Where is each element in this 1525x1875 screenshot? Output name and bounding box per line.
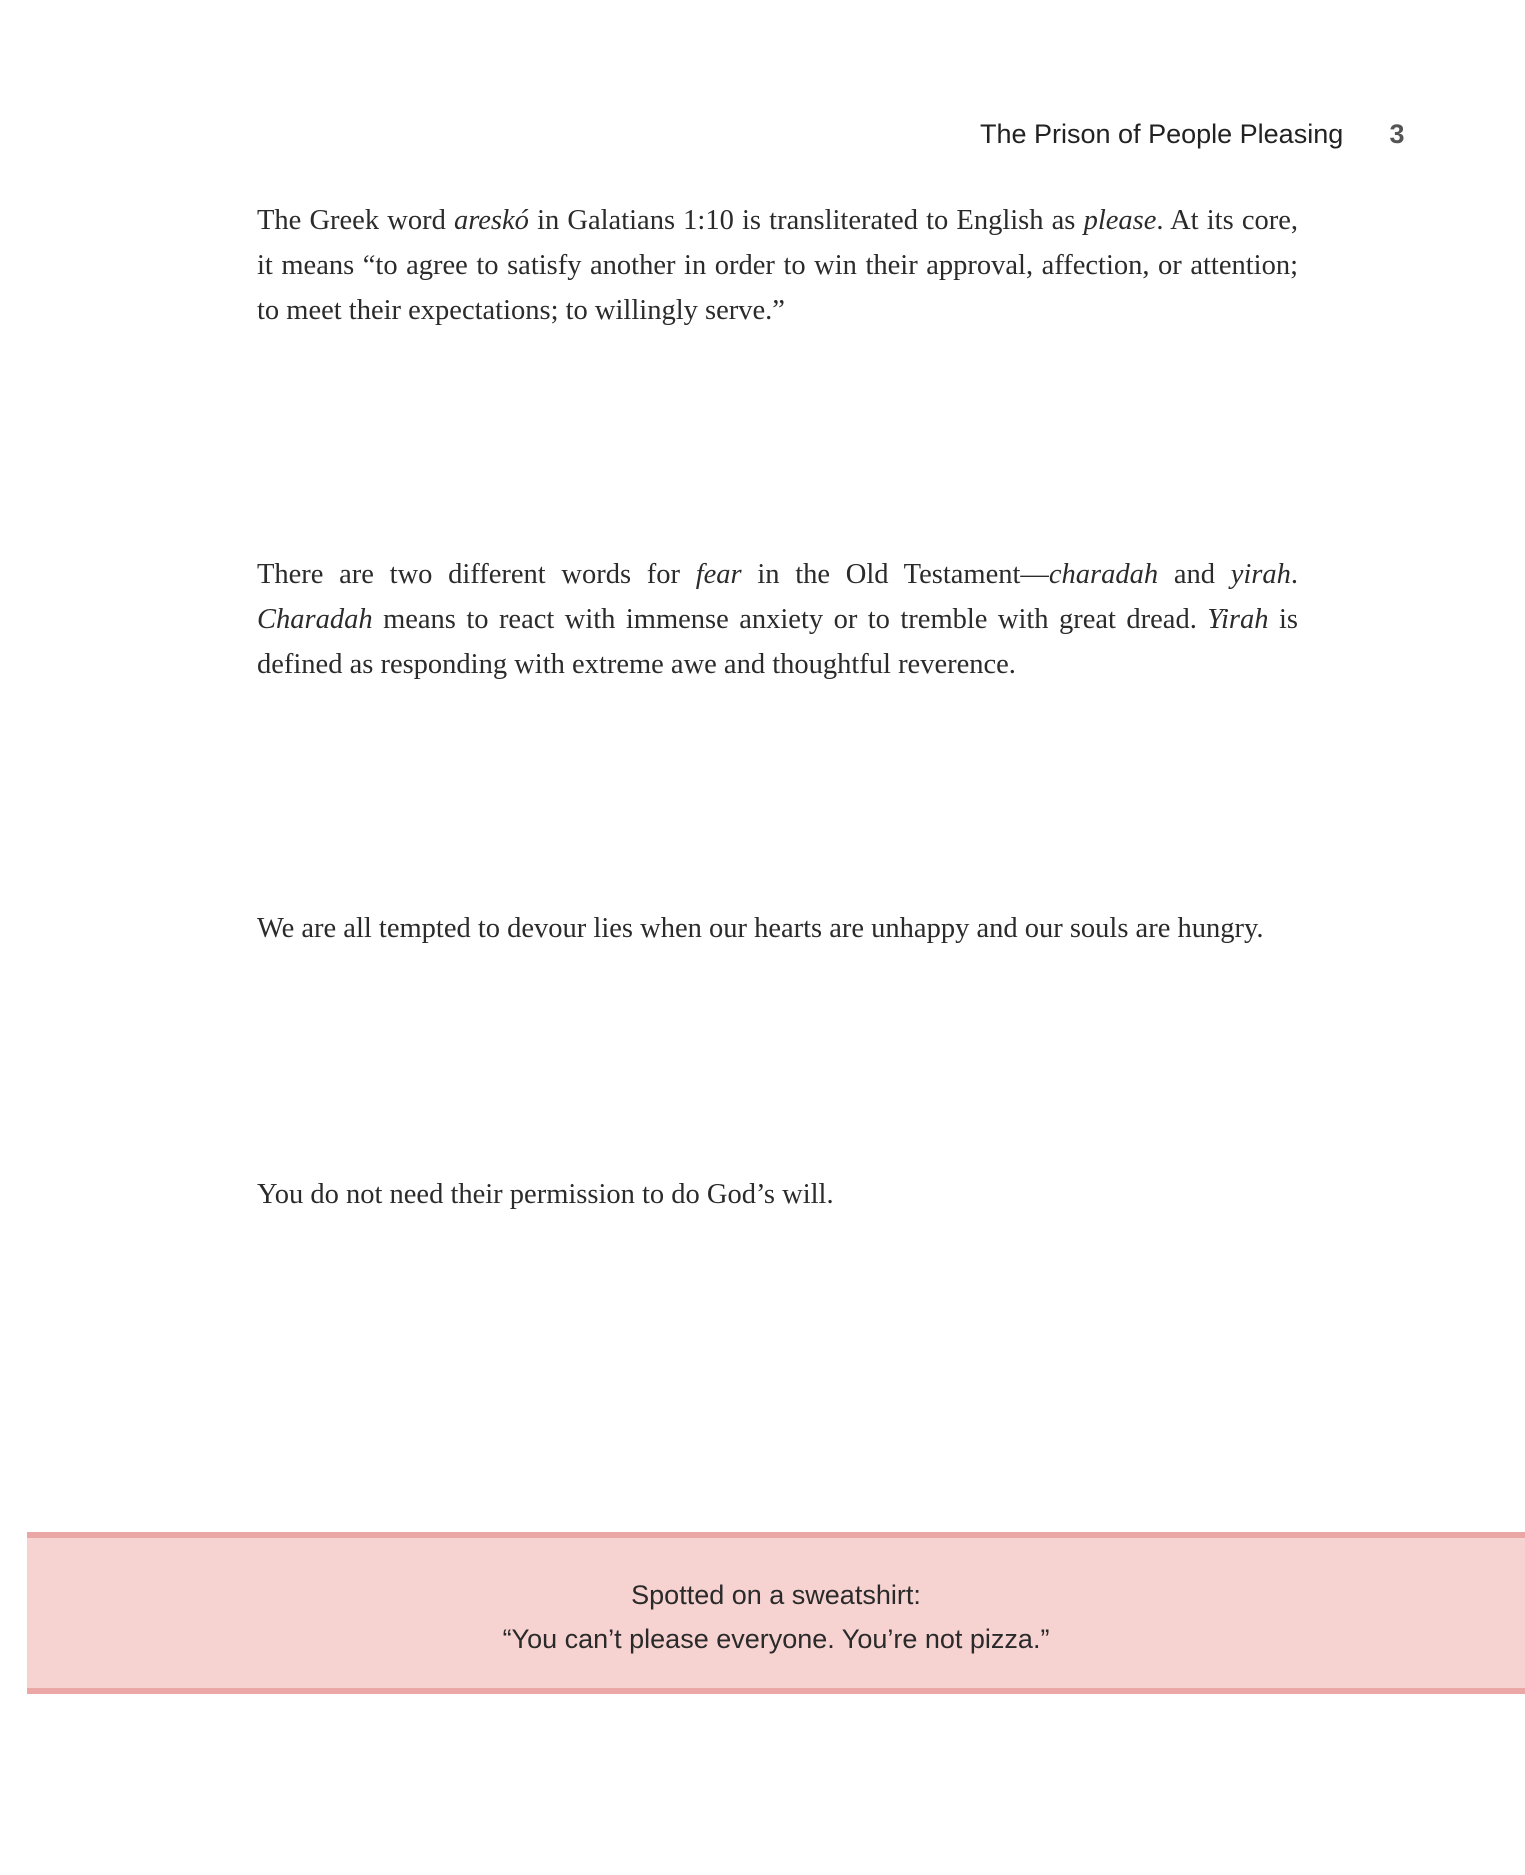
text-span: There are two different words for — [257, 559, 696, 590]
paragraph-permission: You do not need their permission to do God’s will. — [257, 1179, 834, 1210]
text-span: is defined as responding with extreme awe and thoughtful reverence. — [257, 604, 1298, 680]
text-span: in Galatians 1:10 is transliterated to English as — [528, 205, 1084, 236]
italic-term-charadah: charadah — [1048, 559, 1159, 590]
italic-term-yirah: yirah — [1230, 559, 1291, 590]
page-number: 3 — [1389, 119, 1405, 149]
sweatshirt-callout-box — [27, 1532, 1525, 1694]
italic-term-fear: fear — [695, 559, 742, 590]
italic-term-please: please — [1083, 205, 1157, 236]
text-span: and — [1158, 559, 1231, 590]
italic-term-charadah: Charadah — [257, 604, 373, 635]
running-head-title: The Prison of People Pleasing — [980, 119, 1344, 149]
text-span: in the Old Testament— — [741, 559, 1049, 590]
text-span: means to react with immense anxiety or to tremble with great dread. — [372, 604, 1208, 635]
italic-term-aresko: areskó — [453, 205, 529, 236]
text-span: . At its core, it means “to agree to satisfy another in order to win their approval, affection, or attention; to meet their expectations; to willingly serve.” — [257, 205, 1298, 326]
paragraph-tempted: We are all tempted to devour lies when our hearts are unhappy and our souls are hungry. — [257, 913, 1264, 944]
callout-line-2: “You can’t please everyone. You’re not pizza.” — [502, 1624, 1050, 1654]
text-span: . — [1290, 559, 1299, 590]
callout-line-1: Spotted on a sweatshirt: — [631, 1580, 921, 1610]
italic-term-yirah: Yirah — [1207, 604, 1269, 635]
text-span: The Greek word — [257, 205, 454, 236]
paragraph-aresko — [257, 198, 1298, 333]
paragraph-fear — [257, 552, 1298, 687]
